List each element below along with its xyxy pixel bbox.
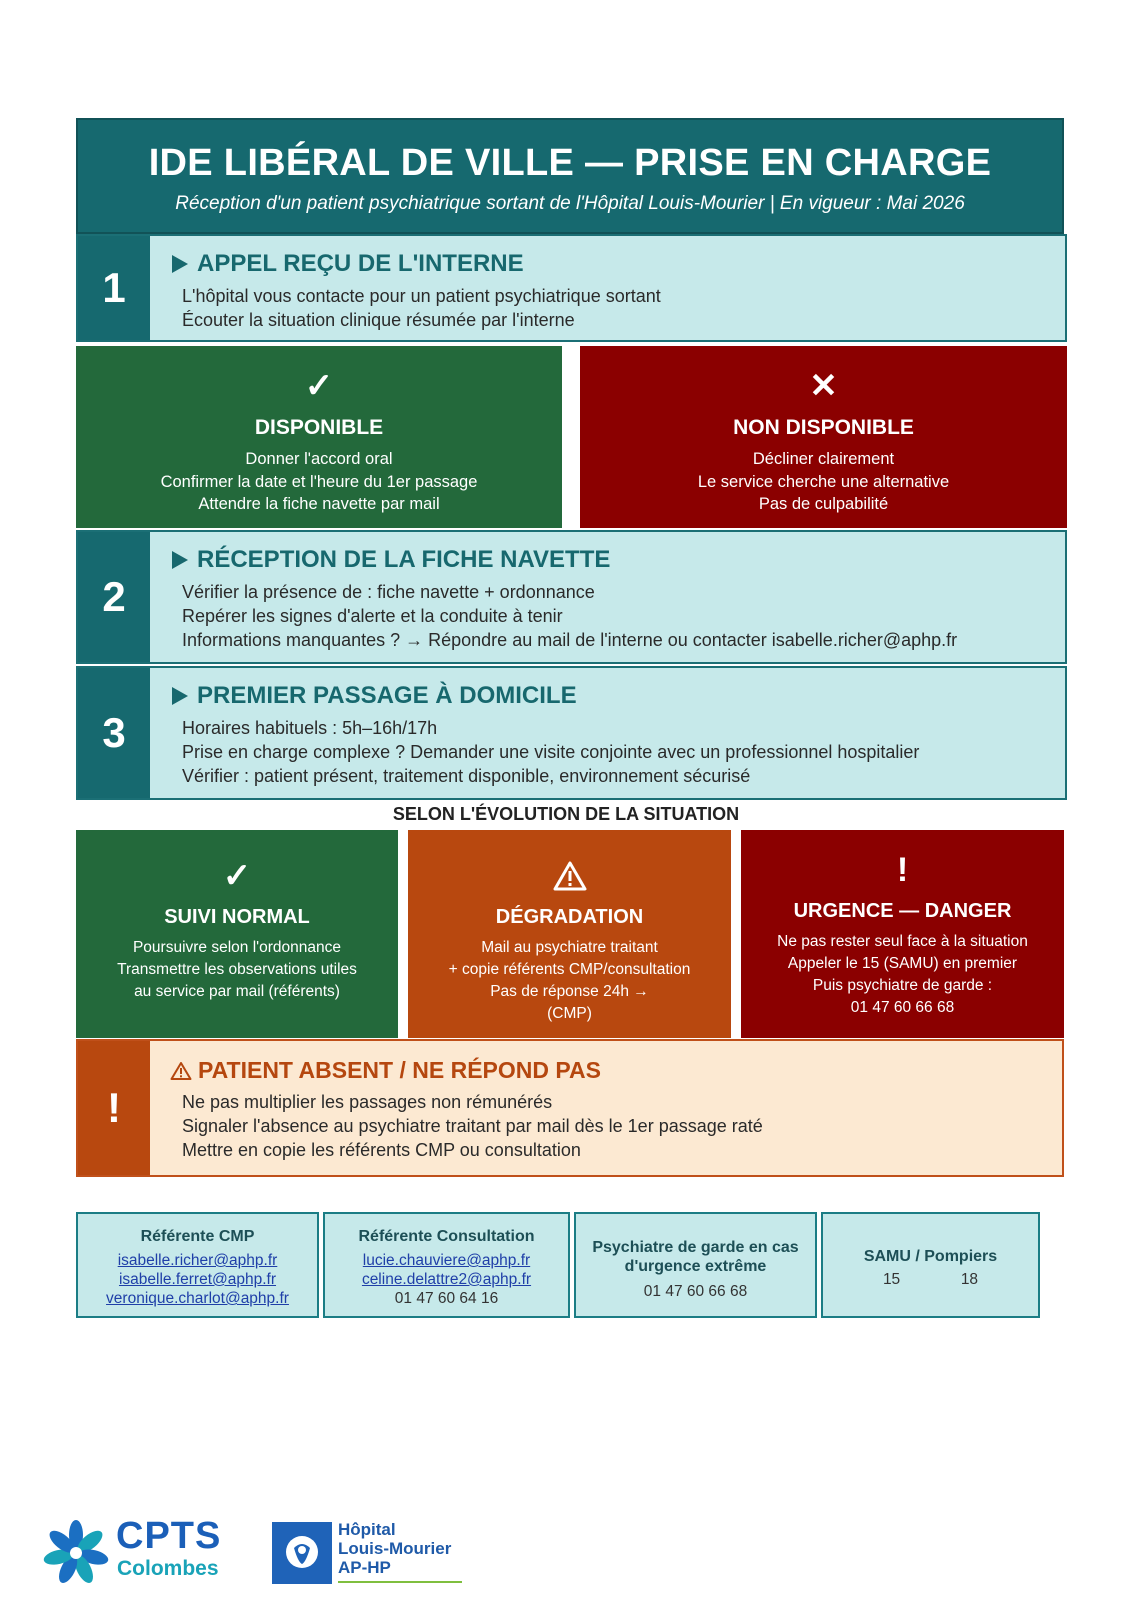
header-banner [76,118,1064,234]
contact-cmp-title: Référente CMP [140,1228,255,1245]
step-3-heading [172,682,919,710]
hopital-line2: Louis-Mourier [338,1539,452,1558]
email-link[interactable]: veronique.charlot@aphp.fr [106,1290,289,1307]
triangle-right-icon [172,255,188,273]
degradation-title: DÉGRADATION [495,906,644,928]
unavailable-title: NON DISPONIBLE [733,416,914,439]
warning-triangle-icon [553,860,587,892]
contact-samu-pompiers [821,1212,1040,1318]
absent-line: Ne pas multiplier les passages non rémunérés [182,1092,553,1112]
emergency-title: URGENCE — DANGER [793,900,1012,922]
degradation-box [408,830,731,1038]
pompiers-number: 18 [960,1271,979,1288]
emergency-line: Puis psychiatre de garde : [812,977,993,994]
step-2-line: Repérer les signes d'alerte et la conduite à tenir [182,606,563,626]
step-2-heading-text: RÉCEPTION DE LA FICHE NAVETTE [197,546,611,573]
contact-cmp [76,1212,319,1318]
available-line: Confirmer la date et l'heure du 1er passage [160,472,478,491]
normal-followup-line: Transmettre les observations utiles [117,961,357,978]
step-2-line: Vérifier la présence de : fiche navette + ordonnance [182,582,595,602]
contact-psychiatrist-on-call [574,1212,817,1318]
step-1-heading [172,250,661,278]
cpts-colombes-logo [40,1515,240,1590]
absent-exclamation: ! [78,1041,150,1175]
triangle-right-icon [172,551,188,569]
checkmark-icon: ✓ [304,367,334,405]
step-2-line: Informations manquantes ? → Répondre au mail de l'interne ou contacter isabelle.richer@aphp.fr [182,630,958,650]
step-1-line: L'hôpital vous contacte pour un patient psychiatrique sortant [182,286,661,306]
step-3-line: Vérifier : patient présent, traitement disponible, environnement sécurisé [182,766,751,786]
available-title: DISPONIBLE [254,416,384,439]
warning-triangle-icon [170,1061,192,1081]
contact-samu-title: SAMU / Pompiers [863,1248,998,1265]
emergency-line: Appeler le 15 (SAMU) en premier [787,955,1018,972]
email-link[interactable]: lucie.chauviere@aphp.fr [362,1252,531,1269]
normal-followup-line: au service par mail (référents) [134,983,340,1000]
logo-underline [338,1581,462,1583]
unavailable-line: Décliner clairement [752,450,895,468]
hopital-louis-mourier-logo [272,1522,472,1588]
hopital-line1: Hôpital [338,1520,396,1539]
step-3-line: Prise en charge complexe ? Demander une visite conjointe avec un professionnel hospitalier [182,742,920,762]
cross-icon: ✕ [809,367,838,405]
step-1-line: Écouter la situation clinique résumée par l'interne [182,310,575,330]
samu-number: 15 [882,1271,901,1288]
available-box [76,346,562,528]
contact-consultation [323,1212,570,1318]
warning-triangle-icon-wrap [408,854,731,898]
exclamation-icon: ! [896,850,909,889]
email-link[interactable]: isabelle.richer@aphp.fr [117,1252,278,1269]
contact-consultation-title: Référente Consultation [358,1228,535,1245]
email-link[interactable]: isabelle.ferret@aphp.fr [118,1271,277,1288]
step-1-call [76,234,1067,342]
emergency-line: 01 47 60 66 68 [850,999,955,1016]
unavailable-box [580,346,1067,528]
absent-line: Signaler l'absence au psychiatre traitant par mail dès le 1er passage raté [182,1116,763,1136]
page-subtitle: Réception d'un patient psychiatrique sortant de l'Hôpital Louis-Mourier | En vigueur : Mai 2026 [175,193,965,214]
degradation-line: Pas de réponse 24h → [490,983,649,1000]
normal-followup-box [76,830,398,1038]
cpts-wordmark: CPTS [116,1515,222,1557]
unavailable-line: Pas de culpabilité [758,495,889,513]
normal-followup-line: Poursuivre selon l'ordonnance [132,939,342,956]
phone-number: 01 47 60 66 68 [643,1283,748,1300]
absent-line: Mettre en copie les référents CMP ou consultation [182,1140,581,1160]
step-3-line: Horaires habituels : 5h–16h/17h [182,718,438,738]
email-link[interactable]: celine.delattre2@aphp.fr [361,1271,532,1288]
cpts-city: Colombes [117,1557,219,1580]
degradation-line: Mail au psychiatre traitant [481,939,658,956]
step-2-number: 2 [78,532,150,662]
degradation-line: + copie référents CMP/consultation [448,961,691,978]
hopital-line3: AP-HP [338,1558,391,1577]
aphp-emblem-icon [272,1522,332,1584]
step-3-first-visit [76,666,1067,800]
step-1-number: 1 [78,236,150,340]
step-2-heading [172,546,957,574]
patient-absent-row [76,1039,1064,1177]
step-3-heading-text: PREMIER PASSAGE À DOMICILE [197,682,577,709]
unavailable-line: Le service cherche une alternative [697,472,950,491]
cpts-flower-icon [40,1517,112,1589]
available-line: Attendre la fiche navette par mail [198,495,440,513]
step-1-heading-text: APPEL REÇU DE L'INTERNE [197,250,524,277]
contact-garde-title: Psychiatre de garde en cas d'urgence extrême [592,1239,799,1275]
emergency-box [741,830,1064,1038]
absent-heading-text: PATIENT ABSENT / NE RÉPOND PAS [198,1057,601,1083]
emergency-line: Ne pas rester seul face à la situation [777,933,1028,950]
degradation-line: (CMP) [547,1005,592,1022]
phone-number: 01 47 60 64 16 [394,1290,499,1307]
step-2-reception [76,530,1067,664]
available-line: Donner l'accord oral [245,450,393,468]
step-3-number: 3 [78,668,150,798]
emergency-numbers [823,1270,1038,1289]
checkmark-icon: ✓ [222,857,252,895]
page-title: IDE LIBÉRAL DE VILLE — PRISE EN CHARGE [148,142,992,184]
absent-heading [170,1057,763,1084]
triangle-right-icon [172,687,188,705]
normal-followup-title: SUIVI NORMAL [164,906,310,928]
evolution-label: SELON L'ÉVOLUTION DE LA SITUATION [392,804,740,824]
